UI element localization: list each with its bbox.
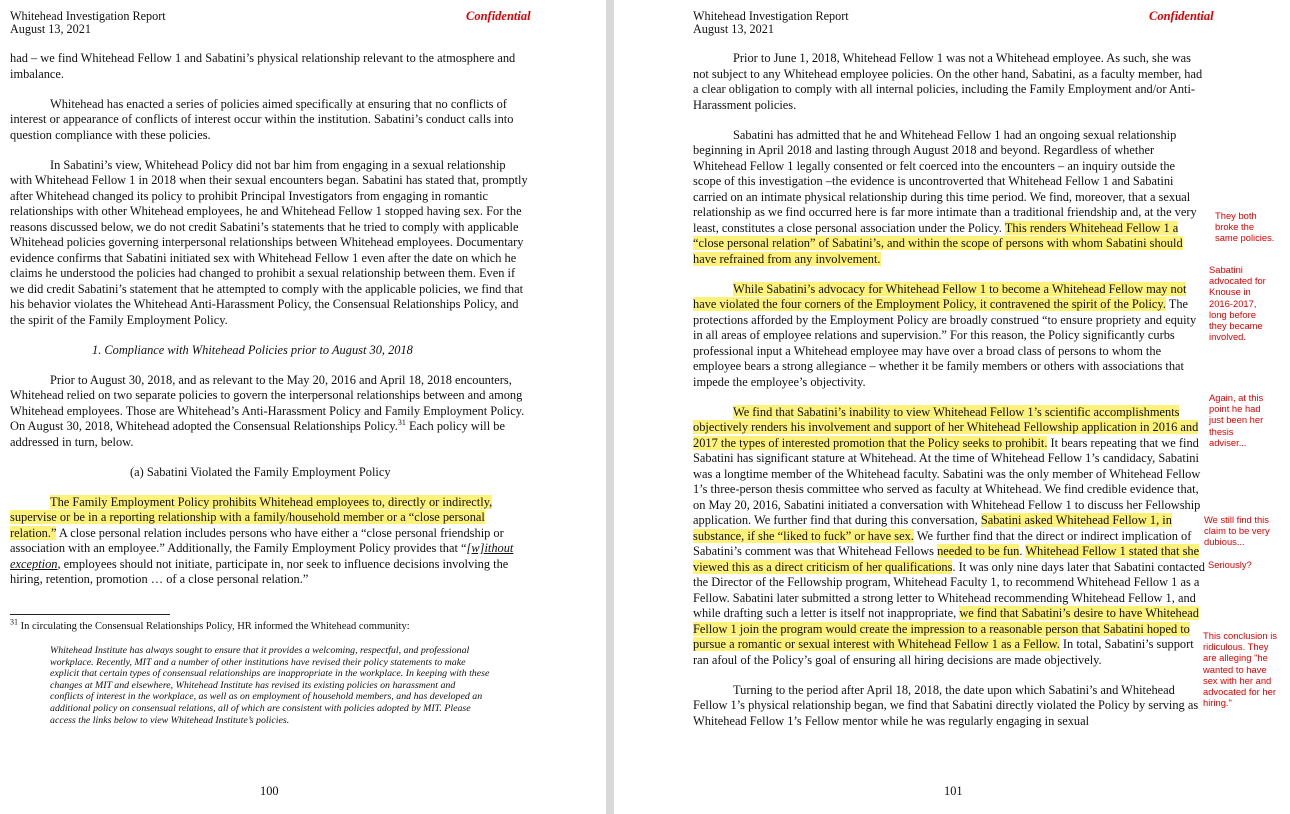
highlighted-text: Sabatini asked Whitehead Fellow 1, in substance, if she “liked to fuck” or have sex. — [693, 513, 1172, 543]
footnote: $^{31}$ In circulating the Consensual Relationships Policy, HR informed the Whitehead community: — [10, 617, 410, 632]
page-header — [10, 10, 546, 36]
footnote-ref[interactable]: 31 — [397, 417, 406, 427]
margin-comment: Sabatini advocated for Knouse in 2016-2017, long before they became involved. — [1209, 264, 1266, 343]
section-heading: 1. Compliance with Whitehead Policies prior to August 30, 2018 — [92, 342, 413, 357]
confidential-label: Confidential — [1149, 9, 1214, 23]
paragraph: Turning to the period after April 18, 2018, the date upon which Sabatini’s and Whitehead Fellow 1’s physical relationship began, we find that Sabatini directly violated the Policy by serving as Whitehead Fellow 1’s Fellow mentor while he was regularly engaging in sexual — [693, 682, 1199, 728]
subsection-heading: (a) Sabatini Violated the Family Employment Policy — [130, 464, 391, 479]
paragraph: Prior to August 30, 2018, and as relevant to the May 20, 2016 and April 18, 2018 encounters, Whitehead relied on two separate policies to govern the interpersonal relationships between and among Whitehead employees. Those are Whitehead’s Anti-Harassment Policy and Family Employment Policy. On August 30, 2018, Whitehead adopted the Consensual Relationships Policy.$^{31}$ Each policy will be addressed in turn, below. — [10, 372, 525, 449]
paragraph: We find that Sabatini’s inability to view Whitehead Fellow 1’s scientific accomplishments objectively renders his involvement and support of her Whitehead Fellowship application in 2016 and 2017 the types of interested promotion that the Policy seeks to prohibit. It bears repeating that we find Sabatini has significant stature at Whitehead. At the time of Whitehead Fellow 1’s candidacy, Sabatini was a longtime member of the Whitehead faculty. Sabatini was the only member of Whitehead Fellow 1’s three-person thesis committee who served as faculty at Whitehead. We find credible evidence that, on May 20, 2016, Sabatini initiated a conversation with Whitehead Fellow 1 to discuss her Fellowship application. We further find that during this conversation, Sabatini asked Whitehead Fellow 1, in substance, if she “liked to fuck” or have sex. We further find that the direct or indirect implication of Sabatini’s comment was that Whitehead Fellows needed to be fun. Whitehead Fellow 1 stated that she viewed this as a direct criticism of her qualifications. It was only nine days later that Sabatini contacted the Director of the Fellowship program, Whitehead Faculty 1, to recommend Whitehead Fellow 1 as a Fellow. Sabatini later submitted a strong letter to Whitehead recommending Whitehead Fellow 1, and while drafting such a letter is itself not inappropriate, we find that Sabatini’s desire to have Whitehead Fellow 1 join the program would create the impression to a reasonable person that Sabatini hoped to pursue a romantic or sexual interest with Whitehead Fellow 1 as a Fellow. In total, Sabatini’s support ran afoul of the Policy’s goal of ensuring all hiring decisions are made objectively. — [693, 404, 1205, 667]
report-title: Whitehead Investigation Report — [10, 9, 166, 23]
page-101 — [614, 0, 1290, 814]
paragraph: Whitehead has enacted a series of policies aimed specifically at ensuring that no conflicts of interest or appearance of conflicts of interest occur within the institution. Sabatini’s conduct calls into question compliance with these policies. — [10, 96, 514, 142]
paragraph: had – we find Whitehead Fellow 1 and Sabatini’s physical relationship relevant to the atmosphere and imbalance. — [10, 51, 516, 81]
page-number: 101 — [944, 784, 963, 798]
page-100 — [0, 0, 606, 814]
page-body — [10, 51, 530, 726]
highlighted-text: While Sabatini’s advocacy for Whitehead Fellow 1 to become a Whitehead Fellow may not have violated the four corners of the Employment Policy, it contravened the spirit of the Policy. — [693, 281, 1187, 311]
paragraph: The Family Employment Policy prohibits Whitehead employees to, directly or indirectly, supervise or be in a reporting relationship with a family/household member or a “close personal relation.” A close personal relation includes persons who have either a “close personal friendship or association with an employee.” Additionally, the Family Employment Policy provides that “[w]ithout exception, employees should not initiate, participate in, nor seek to influence decisions involving the hiring, retention, promotion … of a close personal relation.” — [10, 494, 514, 586]
page-number: 100 — [260, 784, 279, 798]
margin-comment: Seriously? — [1208, 559, 1252, 570]
highlighted-text: we find that Sabatini’s desire to have Whitehead Fellow 1 join the program would create the impression to a reasonable person that Sabatini hoped to pursue a romantic or sexual interest with Whitehead Fellow 1 as a Fellow. — [693, 606, 1199, 651]
highlighted-text: We find that Sabatini’s inability to view Whitehead Fellow 1’s scientific accomplishments objectively renders his involvement and support of her Whitehead Fellowship application in 2016 and 2017 the types of interested promotion that the Policy seeks to prohibit. — [693, 404, 1199, 450]
confidential-label: Confidential — [466, 9, 531, 23]
page-header — [693, 10, 1286, 36]
report-date: August 13, 2021 — [693, 22, 774, 36]
footnote-quote: Whitehead Institute has always sought to ensure that it provides a welcoming, respectful, and professional workplace. Recently, MIT and a number of other institutions have revised their policy statements to make explicit that certain types of consensual relationships are inappropriate in the workplace. In keeping with these changes at MIT and elsewhere, Whitehead Institute has revised its existing policies on harassment and conflicts of interest in the workplace, as well as on employment of household members, and has developed an additional policy on consensual relations, all of which are consistent with policies adopted by MIT. Please access the links below to view Whitehead Institute’s policies. — [50, 645, 490, 726]
paragraph: Sabatini has admitted that he and Whitehead Fellow 1 had an ongoing sexual relationship beginning in April 2018 and lasting through August 2018 and beyond. Regardless of whether Whitehead Fellow 1 legally consented or felt coerced into the encounters – an inquiry outside the scope of this investigation –the evidence is uncontroverted that Whitehead Fellow 1 and Sabatini carried on an intimate physical relationship during this time period. We find, moreover, that a sexual relationship as we find occurred here is far more intimate than a traditional friendship and, at the very least, constitutes a close personal association under the Policy. This renders Whitehead Fellow 1 a “close personal relation” of Sabatini’s, and within the scope of persons with whom Sabatini should have refrained from any involvement. — [693, 127, 1197, 266]
report-title: Whitehead Investigation Report — [693, 9, 849, 23]
margin-comment: Again, at this point he had just been her thesis adviser... — [1209, 392, 1264, 448]
margin-comment: This conclusion is ridiculous. They are alleging "he wanted to have sex with her and advocated for her hiring." — [1203, 630, 1277, 709]
highlighted-text: This renders Whitehead Fellow 1 a “close personal relation” of Sabatini’s, and within the scope of persons with whom Sabatini should have refrained from any involvement. — [693, 220, 1183, 266]
page-body — [693, 51, 1205, 729]
paragraph: Prior to June 1, 2018, Whitehead Fellow 1 was not a Whitehead employee. As such, she was not subject to any Whitehead employee policies. On the other hand, Sabatini, as a faculty member, had a clear obligation to comply with all internal policies, including the Family Employment and/or Anti-Harassment policies. — [693, 51, 1203, 112]
margin-comment: They both broke the same policies. — [1215, 210, 1275, 244]
paragraph: In Sabatini’s view, Whitehead Policy did not bar him from engaging in a sexual relationship with Whitehead Fellow 1 in 2018 when their sexual encounters began. Sabatini has stated that, promptly after Whitehead changed its policy to prohibit Principal Investigators from engaging in romantic relationships with other Whitehead employees, he and Whitehead Fellow 1 stopped having sex. For the reasons discussed below, we do not credit Sabatini’s statements that he tried to comply with applicable Whitehead policies governing interpersonal relationships between Whitehead employees. Documentary evidence confirms that Sabatini initiated sex with Whitehead Fellow 1 even after the date on which he claims he understood the policies had changed to prohibit a sexual relationship between them. Even if we did credit Sabatini’s statement that he attempted to comply with the applicable policies, we find that his behavior violates the Whitehead Anti-Harassment Policy, the Consensual Relationships Policy, and the spirit of the Family Employment Policy. — [10, 157, 528, 327]
paragraph: While Sabatini’s advocacy for Whitehead Fellow 1 to become a Whitehead Fellow may not have violated the four corners of the Employment Policy, it contravened the spirit of the Policy. The protections afforded by the Employment Policy are broadly construed “to ensure propriety and equity in all areas of employee relations and supervision.” For this reason, the Policy significantly curbs professional input a Whitehead employee may have over a broad class of persons to whom the employee bears a strong allegiance – whether it be family members or others with associations that impede the employee’s objectivity. — [693, 281, 1197, 389]
highlighted-text: The Family Employment Policy prohibits Whitehead employees to, directly or indirectly, supervise or be in a reporting relationship with a family/household member or a “close personal relation.” — [10, 494, 493, 540]
report-date: August 13, 2021 — [10, 22, 91, 36]
highlighted-text: needed to be fun — [937, 544, 1020, 558]
highlighted-text: Whitehead Fellow 1 stated that she viewed this as a direct criticism of her qualifications — [693, 544, 1200, 574]
margin-comment: We still find this claim to be very dubious... — [1204, 514, 1270, 548]
